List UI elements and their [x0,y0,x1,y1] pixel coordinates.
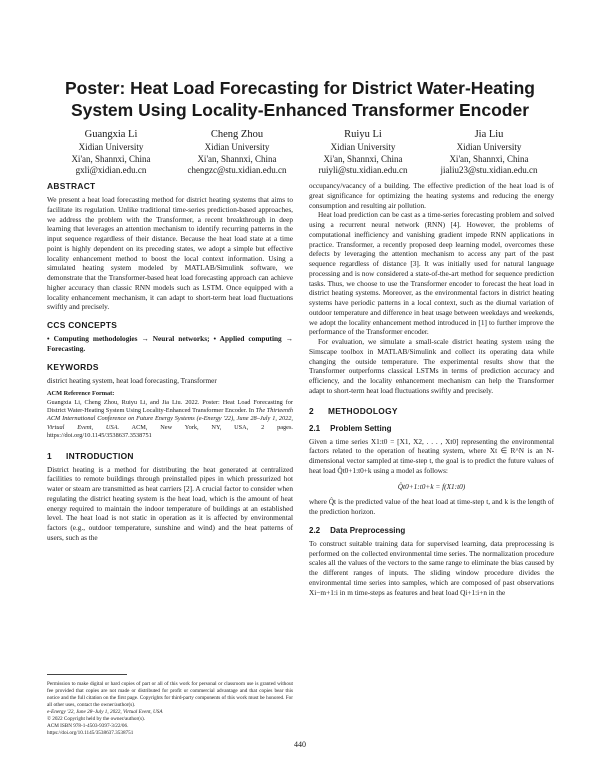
subsection-number: 2.2 [309,525,321,535]
author-4 [426,128,552,177]
methodology-title: METHODOLOGY [327,405,398,416]
acm-reference-heading: ACM Reference Format: [47,390,115,398]
author-name: Guangxia Li [84,129,138,140]
subsection-number: 2.1 [309,423,321,433]
data-preprocessing-text: To construct suitable training data for supervised learning, data preprocessing is performed on the collected environmental time series. The normalization procedure scales all the values of the vectors to the same range to eliminate the bias caused by the different ranges of inputs. The sliding window procedure divides the environmental time series into samples, which are composed of past observations Xi−m+1:i in m time-steps as features and heat load Qi+1:i+n in the [309,538,554,597]
subsection-data-preprocessing [309,525,554,536]
intro-heading [47,451,293,462]
acm-reference-venue: The Thirteenth ACM International Conference on Future Energy Systems (e-Energy '22), June 28–July 1, 2022, Virtual Event, USA. [47,407,293,431]
footnote-rule [47,674,127,675]
problem-setting-after: where Q̂t is the predicted value of the heat load at time-step t, and k is the length of the prediction horizon. [309,497,554,516]
author-email[interactable]: jialiu23@stu.xidian.edu.cn [440,165,538,175]
subsection-title: Problem Setting [330,423,392,433]
author-name: Ruiyu Li [344,129,382,140]
footnote-copyright: © 2022 Copyright held by the owner/author(s). [47,716,146,722]
author-location: Xi'an, Shannxi, China [197,153,277,164]
footnote-doi[interactable]: https://doi.org/10.1145/3538637.3538751 [47,730,134,736]
author-affiliation: Xidian University [330,142,396,152]
equation: Q̂t0+1:t0+k = f(X1:t0) [397,481,466,491]
acm-reference-tail: ACM, New York, NY, USA, 2 pages. https://doi.org/10.1145/3538637.3538751 [47,423,293,440]
intro-number: 1 [47,450,52,461]
author-email[interactable]: gxli@xidian.edu.cn [75,165,147,175]
page-number: 440 [294,740,306,749]
paper-title: Poster: Heat Load Forecasting for District Water-Heating System Using Locality-Enhanced Transformer Encoder [65,78,535,120]
author-affiliation: Xidian University [78,142,144,152]
keywords-text: district heating system, heat load forecasting, Transformer [47,375,217,385]
author-3 [300,128,426,177]
author-2 [174,128,300,177]
permission-notice: Permission to make digital or hard copies of part or all of this work for personal or classroom use is granted without fee provided that copies are not made or distributed for profit or commercial advantage and that copies bear this notice and the full citation on the first page. Copyrights for third-party components of this work must be honored. For all other uses, contact the owner/author(s). [47,681,293,708]
intro-paragraph-3: For evaluation, we simulate a small-scale district heating system using the Simscape toolbox in MATLAB/Simulink and collect its operating data while changing the outside temperature. The experimental results show that the Transformer outperforms classical LSTMs in terms of prediction accuracy and efficiency, and the locality enhancement mechanism can help the Transformer adapt to short-term heat load fluctuations swiftly and precisely. [309,337,554,395]
author-location: Xi'an, Shannxi, China [323,153,403,164]
author-location: Xi'an, Shannxi, China [71,153,151,164]
abstract-heading: ABSTRACT [47,181,96,191]
author-name: Jia Liu [474,129,504,140]
author-name: Cheng Zhou [210,129,264,140]
subsection-problem-setting [309,423,554,434]
intro-paragraph-1: District heating is a method for distributing the heat generated at centralized facilities to remote buildings through preinstalled pipes in which pressurized hot water or steam are transmitted as heat carriers [2]. A crucial factor to consider when regulating the district heating system is the heat load, which is the amount of heat energy required to maintain the indoor temperature of buildings at an established level. The heat load is not static in operation as it is affected by environmental factors (e.g., outdoor temperature, sunshine and wind) and the heat patterns of users, such as the [47,464,293,542]
ccs-text: • Computing methodologies → Neural networks; • Applied computing → Forecasting. [47,334,293,353]
footnote-isbn: ACM ISBN 978-1-4503-9397-3/22/06. [47,723,129,729]
author-1 [48,128,174,177]
author-block [48,128,552,180]
acm-reference-authors: Guangxia Li, Cheng Zhou, Ruiyu Li, and Jia Liu. 2022. Poster: Heat Load Forecasting for District Water-Heating System Using Locality-Enhanced Transformer Encoder. In [47,398,293,415]
author-affiliation: Xidian University [456,142,522,152]
footnote-block [47,674,293,737]
problem-setting-text: Given a time series X1:t0 = [X1, X2, . . . , Xt0] representing the environmental factors related to the operation of heating system, where Xt ∈ R^N is an N-dimensional vector sampled at time-step t, the goal is to predict the future values of heat load Q̂t0+1:t0+k using a model as follows: [309,436,554,475]
intro-paragraph-2: Heat load prediction can be cast as a time-series forecasting problem and solved using a recurrent neural network (RNN) [4]. However, the problems of computational inefficiency and vanishing gradient impede RNN applications in practice. Transformer, a recently proposed deep learning model, overcomes these defects by leveraging the attention mechanism to access any part of the past sequence regardless of distance [3]. It was initially used for natural language processing and is now considered a state-of-the-art method for sequence prediction tasks. Thus, we choose to use the Transformer encoder to forecast the heat load in district heating systems. Moreover, as the environmental factors in district heating systems have periodic patterns in a local context, such as the diurnal variation of outdoor temperature and difference in heat usage between weekdays and weekends, we adopt the locality enhancement method introduced in [1] to further improve the performance of the Transformer encoder. [309,210,554,337]
acm-reference [47,390,293,440]
intro-paragraph-1-cont: occupancy/vacancy of a building. The effective prediction of the heat load is of great significance for optimizing the heating systems and reducing the energy consumption and resulting air pollution. [309,181,554,210]
footnote-venue: e-Energy '22, June 28–July 1, 2022, Virtual Event, USA [47,709,163,715]
right-column [309,181,554,597]
intro-title: INTRODUCTION [65,450,134,461]
author-location: Xi'an, Shannxi, China [449,153,529,164]
abstract-text: We present a heat load forecasting method for district heating systems that aims to facilitate its regulation. Unlike traditional time-series prediction-based approaches, we address the problem with the Transformer, a recent breakthrough in deep learning that leverages an attention mechanism to identify recurring patterns in the input sequence regardless of their distance. Because the heat load state at a time point is highly dependent on its preceding states, we adopt a simple but effective locality enhancement method to boost the local context information. Using a simulated heating system modeled by MATLAB/Simulink software, we demonstrate that the Transformer-based heat load forecasting approach can achieve higher accuracy than classic RNN models such as LSTM. Once equipped with a locality enhancement mechanism, it can adapt to short-term heat load fluctuations swiftly and precisely. [47,195,293,312]
subsection-title: Data Preprocessing [330,525,406,535]
keywords-heading: KEYWORDS [47,361,99,372]
methodology-number: 2 [309,405,314,416]
left-column [47,181,293,543]
author-email[interactable]: ruiyli@stu.xidian.edu.cn [318,165,408,175]
methodology-heading [309,406,554,417]
author-email[interactable]: chengzc@stu.xidian.edu.cn [187,165,287,175]
author-affiliation: Xidian University [204,142,270,152]
ccs-heading: CCS CONCEPTS [47,320,118,330]
